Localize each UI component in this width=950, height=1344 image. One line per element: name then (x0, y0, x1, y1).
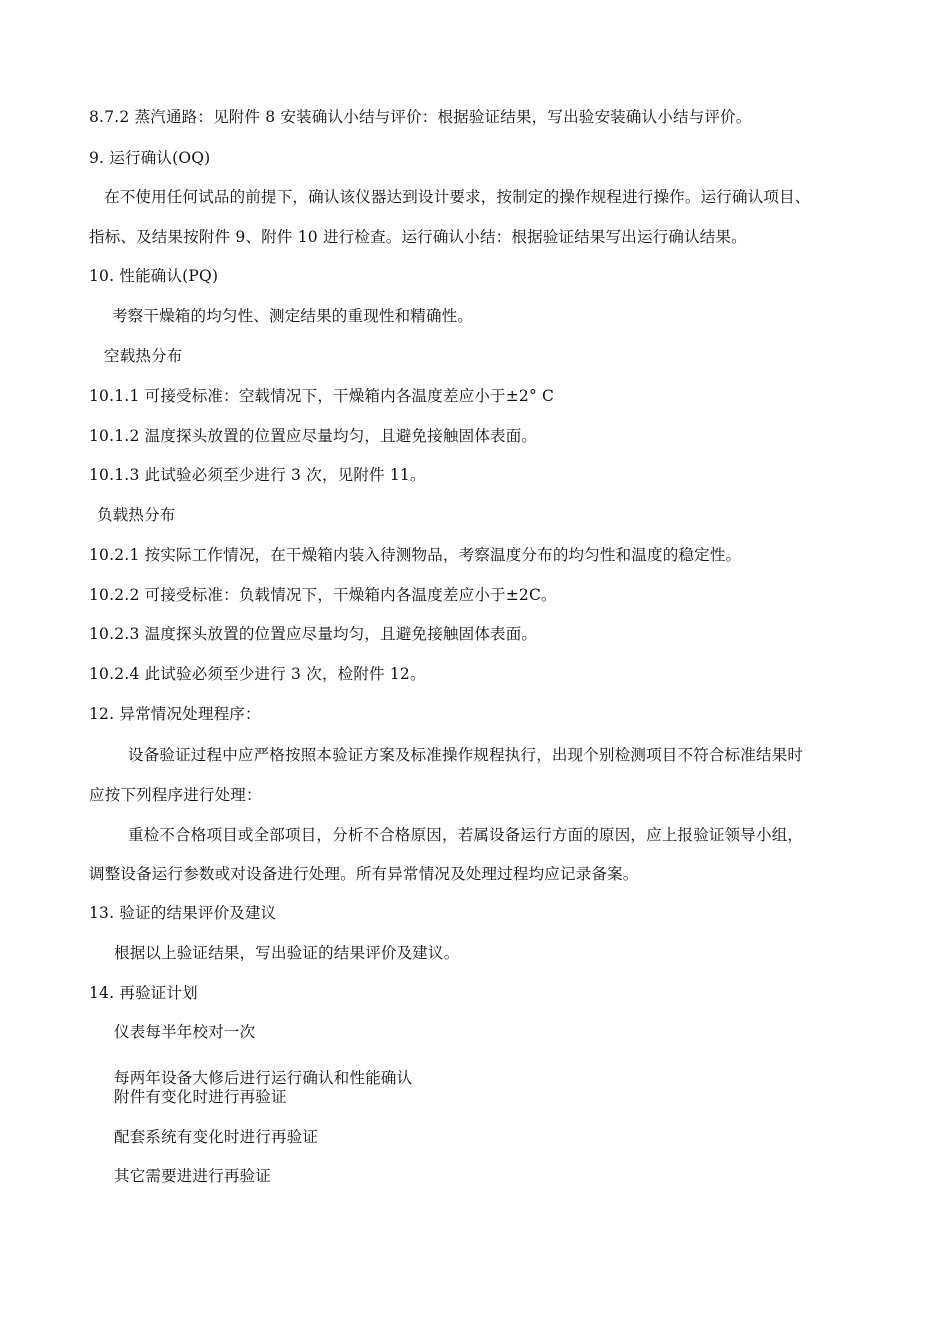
item-10-1-1: 10.1.1 可接受标准：空载情况下，干燥箱内各温度差应小于±2° C (89, 387, 555, 405)
heading-14-revalidation-plan: 14. 再验证计划 (89, 984, 198, 1002)
revalidation-item-4: 配套系统有变化时进行再验证 (114, 1128, 319, 1146)
abnormal-paragraph-1-line-1: 设备验证过程中应严格按照本验证方案及标准操作规程执行，出现个别检测项目不符合标准结果时 (128, 746, 804, 764)
section-8-7-2-steam-path: 8.7.2 蒸汽通路：见附件 8 安装确认小结与评价：根据验证结果，写出验安装确认小结与评价。 (89, 108, 752, 126)
oq-paragraph-line-2: 指标、及结果按附件 9、附件 10 进行检查。运行确认小结：根据验证结果写出运行确认结果。 (89, 228, 747, 246)
pq-paragraph: 考察干燥箱的均匀性、测定结果的重现性和精确性。 (112, 307, 474, 325)
revalidation-item-3: 附件有变化时进行再验证 (114, 1088, 287, 1106)
revalidation-item-2: 每两年设备大修后进行运行确认和性能确认 (114, 1069, 413, 1087)
heading-10-performance-qualification: 10. 性能确认(PQ) (89, 267, 219, 285)
heading-12-abnormal-handling: 12. 异常情况处理程序： (89, 705, 261, 723)
abnormal-paragraph-2-line-2: 调整设备运行参数或对设备进行处理。所有异常情况及处理过程均应记录备案。 (89, 865, 639, 883)
item-10-2-2: 10.2.2 可接受标准：负载情况下，干燥箱内各温度差应小于±2C。 (89, 586, 557, 604)
subheading-empty-load-heat-distribution: 空载热分布 (104, 347, 183, 365)
item-10-2-1: 10.2.1 按实际工作情况，在干燥箱内装入待测物品，考察温度分布的均匀性和温度的稳定性。 (89, 546, 742, 564)
item-10-2-3: 10.2.3 温度探头放置的位置应尽量均匀，且避免接触固体表面。 (89, 625, 538, 643)
revalidation-item-5: 其它需要进进行再验证 (114, 1167, 272, 1185)
revalidation-item-1: 仪表每半年校对一次 (114, 1023, 256, 1041)
abnormal-paragraph-2-line-1: 重检不合格项目或全部项目，分析不合格原因，若属设备运行方面的原因，应上报验证领导小组， (128, 826, 804, 844)
item-10-1-2: 10.1.2 温度探头放置的位置应尽量均匀，且避免接触固体表面。 (89, 427, 538, 445)
subheading-loaded-heat-distribution: 负载热分布 (97, 506, 176, 524)
item-10-2-4: 10.2.4 此试验必须至少进行 3 次，检附件 12。 (89, 665, 426, 683)
item-10-1-3: 10.1.3 此试验必须至少进行 3 次，见附件 11。 (89, 466, 426, 484)
oq-paragraph-line-1: 在不使用任何试品的前提下，确认该仪器达到设计要求，按制定的操作规程进行操作。运行确认项目、 (104, 188, 811, 206)
evaluation-paragraph: 根据以上验证结果，写出验证的结果评价及建议。 (114, 944, 460, 962)
abnormal-paragraph-1-line-2: 应按下列程序进行处理： (89, 786, 262, 804)
heading-9-operational-qualification: 9. 运行确认(OQ) (89, 149, 211, 167)
heading-13-result-evaluation: 13. 验证的结果评价及建议 (89, 904, 277, 922)
